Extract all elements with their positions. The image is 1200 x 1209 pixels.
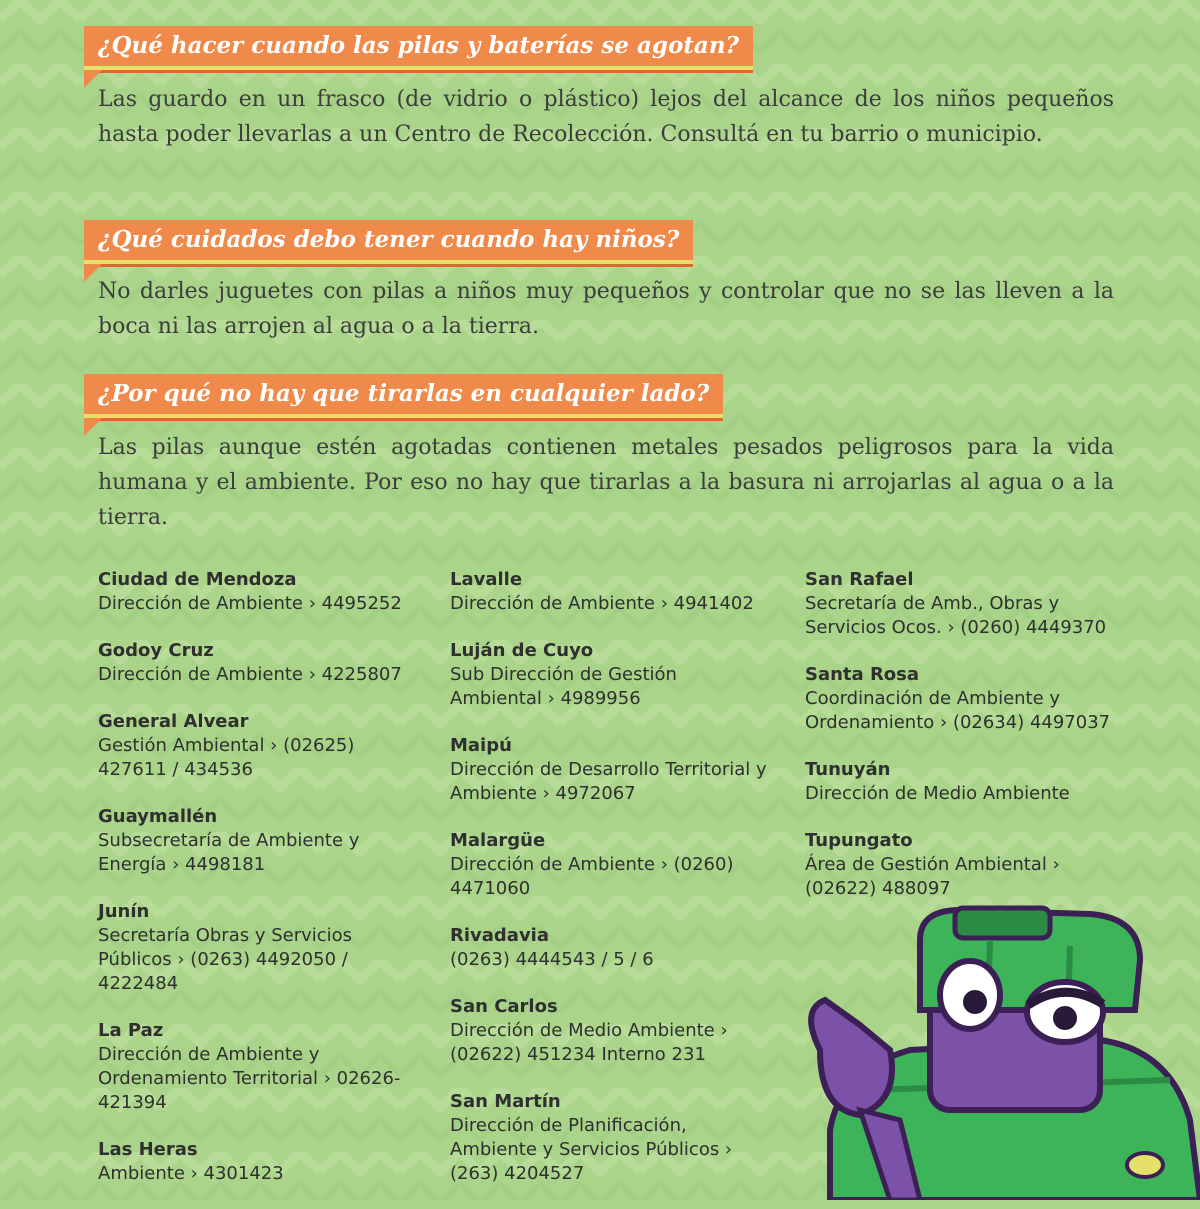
contact-city: San Carlos: [450, 996, 558, 1017]
contact-city: Tunuyán: [805, 759, 891, 780]
contact-info: (0263) 4444543 / 5 / 6: [450, 949, 654, 970]
contact-entry: [98, 900, 418, 996]
contact-city: Maipú: [450, 735, 512, 756]
contact-info: Área de Gestión Ambiental › (02622) 488097: [805, 854, 1060, 899]
answer-text-1: Las guardo en un frasco (de vidrio o plástico) lejos del alcance de los niños pequeños hasta poder llevarlas a un Centro de Recolección. Consultá en tu barrio o municipio.: [98, 87, 1114, 147]
contact-entry: [98, 710, 418, 782]
question-heading-2: ¿Qué cuidados debo tener cuando hay niños?: [84, 220, 693, 264]
contact-entry: [805, 663, 1125, 735]
contact-city: Lavalle: [450, 569, 523, 590]
contact-info: Sub Dirección de Gestión Ambiental › 4989956: [450, 664, 677, 709]
contact-entry: [450, 734, 770, 806]
contact-info: Dirección de Ambiente y Ordenamiento Territorial › 02626-421394: [98, 1044, 401, 1113]
contact-info: Secretaría Obras y Servicios Públicos › (0263) 4492050 / 4222484: [98, 925, 353, 994]
contact-info: Dirección de Ambiente › 4941402: [450, 593, 754, 614]
contact-info: Coordinación de Ambiente y Ordenamiento › (02634) 4497037: [805, 688, 1111, 733]
contact-city: General Alvear: [98, 711, 249, 732]
question-heading-3: ¿Por qué no hay que tirarlas en cualquier lado?: [84, 374, 723, 418]
contact-info: Ambiente › 4301423: [98, 1163, 284, 1184]
contact-city: San Rafael: [805, 569, 914, 590]
contact-city: Santa Rosa: [805, 664, 920, 685]
contact-city: Junín: [98, 901, 150, 922]
contact-entry: [805, 829, 1125, 901]
contact-city: Malargüe: [450, 830, 546, 851]
question-heading-1: ¿Qué hacer cuando las pilas y baterías se agotan?: [84, 26, 753, 70]
contact-info: Dirección de Ambiente › (0260) 4471060: [450, 854, 734, 899]
contact-info: Gestión Ambiental › (02625) 427611 / 434536: [98, 735, 355, 780]
contact-info: Subsecretaría de Ambiente y Energía › 4498181: [98, 830, 360, 875]
contact-entry: [98, 1019, 418, 1115]
contacts-column-1: [98, 568, 418, 1209]
contact-entry: [98, 639, 418, 687]
contact-entry: [450, 924, 770, 972]
contact-city: Ciudad de Mendoza: [98, 569, 297, 590]
answer-text-2: No darles juguetes con pilas a niños muy pequeños y controlar que no se las lleven a la boca ni las arrojen al agua o a la tierra.: [98, 279, 1114, 339]
contact-entry: [450, 829, 770, 901]
contact-entry: [98, 1138, 418, 1186]
contact-city: La Paz: [98, 1020, 164, 1041]
contact-entry: [450, 995, 770, 1067]
contact-info: Dirección de Planificación, Ambiente y Servicios Públicos › (263) 4204527: [450, 1115, 733, 1184]
contact-entry: [805, 758, 1125, 806]
contact-city: San Martín: [450, 1091, 561, 1112]
contacts-column-3: [805, 568, 1125, 924]
contact-entry: [805, 568, 1125, 640]
contact-entry: [98, 805, 418, 877]
contact-info: Dirección de Medio Ambiente › (02622) 451234 Interno 231: [450, 1020, 728, 1065]
contact-info: Dirección de Medio Ambiente: [805, 783, 1070, 804]
contact-entry: [450, 1090, 770, 1186]
contact-info: Secretaría de Amb., Obras y Servicios Ocos. › (0260) 4449370: [805, 593, 1107, 638]
contact-info: Dirección de Ambiente › 4495252: [98, 593, 402, 614]
contact-info: Dirección de Ambiente › 4225807: [98, 664, 402, 685]
contact-city: Rivadavia: [450, 925, 549, 946]
contact-city: Luján de Cuyo: [450, 640, 594, 661]
answer-text-3: Las pilas aunque estén agotadas contienen metales pesados peligrosos para la vida humana y el ambiente. Por eso no hay que tirarlas a la basura ni arrojarlas al agua o a la tierra.: [98, 435, 1114, 530]
contact-entry: [98, 568, 418, 616]
contacts-column-2: [450, 568, 770, 1209]
contact-entry: [450, 639, 770, 711]
contact-city: Las Heras: [98, 1139, 198, 1160]
contact-entry: [450, 568, 770, 616]
contact-city: Godoy Cruz: [98, 640, 214, 661]
contact-city: Tupungato: [805, 830, 913, 851]
contact-info: Dirección de Desarrollo Territorial y Ambiente › 4972067: [450, 759, 767, 804]
contact-city: Guaymallén: [98, 806, 218, 827]
